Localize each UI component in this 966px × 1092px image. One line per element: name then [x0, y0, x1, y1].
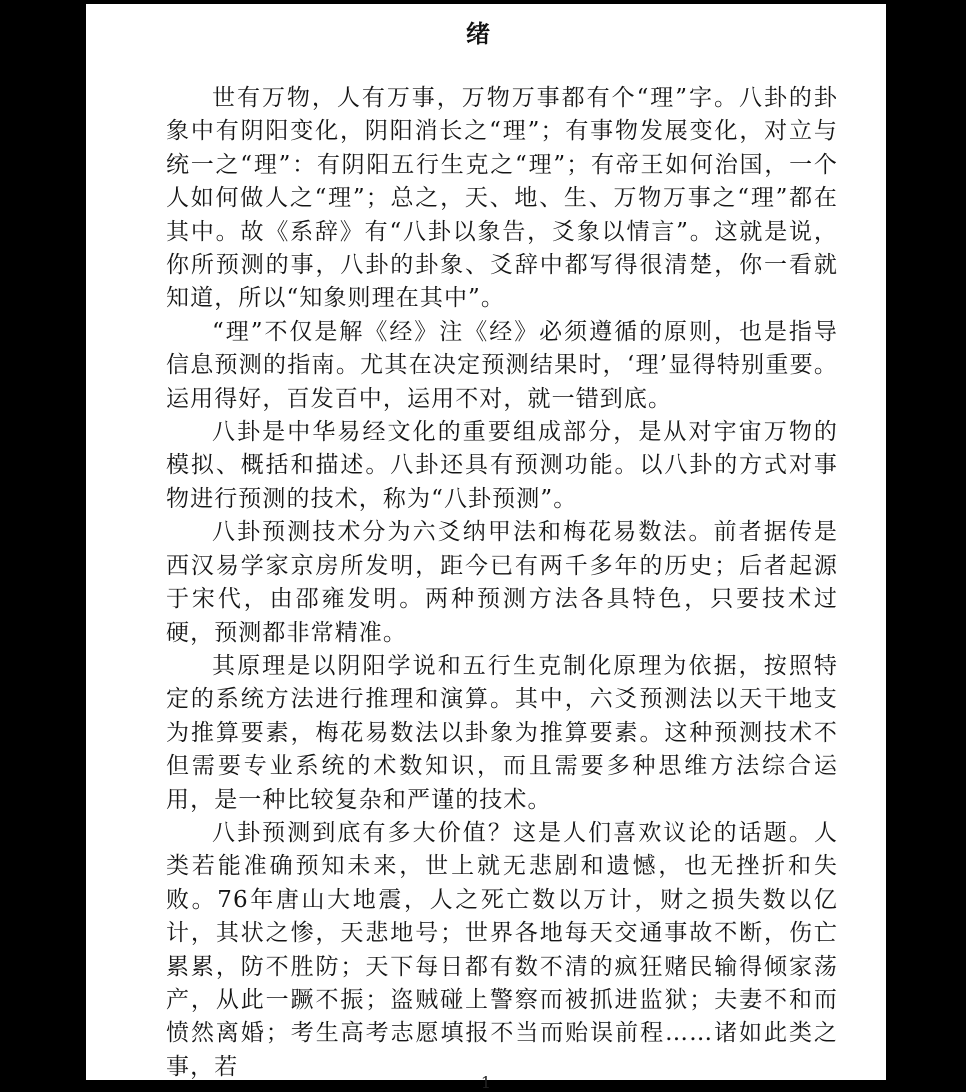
body-text: [166, 82, 838, 1084]
paragraph-5: 其原理是以阴阳学说和五行生克制化原理为依据，按照特定的系统方法进行推理和演算。其中，六爻预测法以天干地支为推算要素，梅花易数法以卦象为推算要素。这种预测技术不但需要专业系统的术数知识，而且需要多种思维方法综合运用，是一种比较复杂和严谨的技术。: [166, 652, 838, 813]
paragraph-1: 世有万物，人有万事，万物万事都有个“理”字。八卦的卦象中有阴阳变化，阴阳消长之“理”；有事物发展变化，对立与统一之“理”：有阴阳五行生克之“理”；有帝王如何治国，一个人如何做人之“理”；总之，天、地、生、万物万事之“理”都在其中。故《系辞》有“八卦以象告，爻象以情言”。这就是说，你所预测的事，八卦的卦象、爻辞中都写得很清楚，你一看就知道，所以“知象则理在其中”。: [166, 85, 838, 312]
book-page: [86, 4, 886, 1092]
paragraph-2: “理”不仅是解《经》注《经》必须遵循的原则，也是指导信息预测的指南。尤其在决定预测结果时，‘理’显得特别重要。运用得好，百发百中，运用不对，就一错到底。: [166, 318, 838, 412]
paragraph-3: 八卦是中华易经文化的重要组成部分，是从对宇宙万物的模拟、概括和描述。八卦还具有预测功能。以八卦的方式对事物进行预测的技术，称为“八卦预测”。: [166, 419, 838, 512]
paragraph-4: 八卦预测技术分为六爻纳甲法和梅花易数法。前者据传是西汉易学家京房所发明，距今已有两千多年的历史；后者起源于宋代，由邵雍发明。两种预测方法各具特色，只要技术过硬，预测都非常精准。: [166, 519, 838, 646]
paragraph-6: 八卦预测到底有多大价值？这是人们喜欢议论的话题。人类若能准确预知未来，世上就无悲剧和遗憾，也无挫折和失败。76年唐山大地震，人之死亡数以万计，财之损失数以亿计，其状之惨，天悲地号；世界各地每天交通事故不断，伤亡累累，防不胜防；天下每日都有数不清的疯狂赌民输得倾家荡产，从此一蹶不振；盗贼碰上警察而被抓进监狱；夫妻不和而愤然离婚；考生高考志愿填报不当而贻误前程……诸如此类之事，若: [166, 819, 838, 1080]
page-title: 绪: [466, 19, 490, 48]
page-number: 1: [480, 1073, 492, 1092]
